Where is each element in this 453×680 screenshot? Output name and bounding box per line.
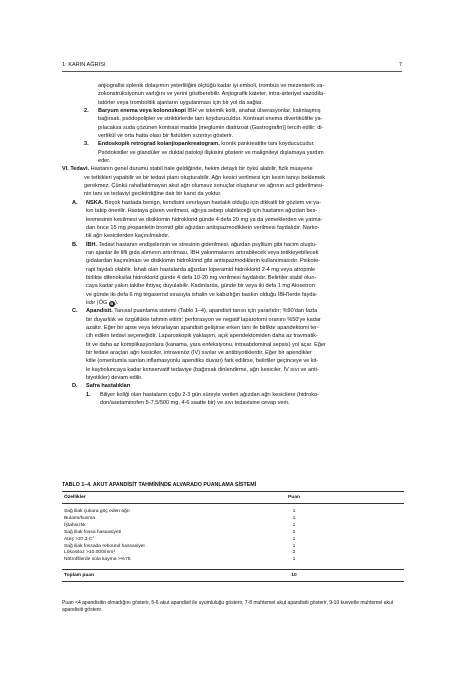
text-line: caya kadar yakın takibe ihtiyaç duyulabilir. Kadınlarda, günde bir veya iki defa 1 mg Alosetron: [86, 283, 315, 290]
cell-score: 2: [292, 550, 296, 556]
text-line-tail: ).: [114, 299, 119, 306]
table-row: [62, 557, 404, 564]
text-line: lenmesinin kesilmesi ve disiklomin hidroklorid günde 4 defa 20 mg ya da yemeklerden ve yatma-: [86, 216, 323, 223]
cell-feature: Sağ iliak çukura göç eden ağrı: [64, 509, 130, 514]
table-total-row: [62, 570, 404, 581]
cell-feature: Sağ iliak fossa hassasiyeti: [64, 529, 122, 535]
table-row: [62, 530, 404, 537]
item-letter: A.: [72, 199, 78, 206]
text-line: azaltır. Eğer bir apse veya tekrarlayan apandisit gelişirse erken tanı ile birlikte apandektomi ter-: [86, 324, 319, 331]
item-letter: C.: [72, 308, 78, 315]
table-title: TABLO 1–4. AKUT APANDİSİT TAHMİNİNDE ALVARADO PUANLAMA SİSTEMİ: [62, 482, 257, 488]
text-line: vertikül ve orta hatta olası bir fistülden sızıntıyı gösterir.: [98, 133, 234, 140]
column-header-feature: Özellikler: [64, 495, 86, 500]
page-number: 7: [398, 62, 402, 68]
text-line: biyotikler) devam edilir.: [86, 375, 143, 382]
text-line: kitle (omentumla sarılan inflamasyonlu apendiks duvarı) fark edilirse, belirtiler geçinceye ve kit-: [86, 358, 319, 365]
table-row: [62, 509, 404, 516]
cell-score: 1: [292, 543, 296, 549]
text-line: Tedavi hastanın endişelerinin ve stresinin giderilmesi, ağızdan psyllium gibi hacim oluştu-: [97, 241, 317, 248]
column-header-score: Puan: [288, 495, 300, 500]
table-row: [62, 523, 404, 530]
cell-score: 1: [292, 509, 296, 514]
alvarado-table: [62, 491, 404, 582]
text-line: cih edilen tedavi seçeneğidir. Laparoskopik yaklaşım, açık apendektomiden daha az travmatik-: [86, 333, 318, 340]
text-line: ve tetkikleri yapabilir ve bir tedavi planı oluşturabilir. Ağrı kesici verilmesi için kesin tanıyı beklemek: [84, 174, 326, 181]
item-label: NSKA.: [86, 199, 104, 206]
evidence-badge-icon: B: [110, 300, 114, 306]
text-line: ve günde iki defa 6 mg tegaserod sırasıyla ishalin ve kabızlığın baskın olduğu İBH'lerde fayda-: [86, 291, 318, 298]
item-label: İBH.: [86, 241, 98, 248]
item-ibh: [62, 241, 404, 308]
intro-paragraph: [62, 82, 404, 107]
item-label: Safra hastalıkları: [86, 383, 131, 390]
text-line: anjiografisi splenik dolaşımın yeterliliğini ölçtüğü kadar iyi emboli, trombüs ve mezenterik va-: [98, 83, 325, 89]
table-header: [62, 492, 404, 503]
text-line: birlikte difenoksilat hidroklorid günde 4 defa 10-20 mg verilmesi faydalıdır. Belirtiler stabil olun-: [86, 274, 317, 281]
item-appendicitis: [62, 307, 404, 382]
item-biliary: [62, 382, 404, 390]
text-line: zokonstrüksiyonun varlığını ve yerini göstberebilir. Anjiografik kateter, intra-arteriyel vazodila-: [98, 91, 325, 98]
header-section: 1: KARIN AĞRISI: [62, 62, 106, 68]
item-nska: [62, 199, 404, 241]
text-line: lıdır (ÖG: [86, 299, 109, 306]
header-rule: [62, 71, 402, 72]
text-line: kın takip önerilir. Hastaya güven verilmesi, ağrıya sebep olabileceği için hastanın ağızdan bes-: [86, 208, 318, 215]
text-line: tatörler veya trombolitik ajanların uygulanması için bir yol da sağlar.: [98, 99, 263, 106]
text-line: Psödokistler ve glandüler ve duktal patoloji ilişkisini gösterir ve maligniteyi dışlamaya yardım: [98, 149, 324, 156]
text-line: bağırsak, psödopolipler ve striktürlerde tanı koyduruculdur. Kontrast enema divertikülitte ya-: [98, 116, 323, 123]
item-label: Baryum enema veya kolonoskopi: [98, 108, 186, 115]
cell-score: 1: [292, 557, 296, 563]
item-letter: D.: [72, 383, 78, 390]
numbered-item-2: [62, 107, 404, 140]
text-line: bir tedavi araçları ağrı kesiciler, intravenöz (İV) sıvılar ve antibiyotiklerdir. Eğer bir apendikler: [86, 350, 312, 356]
table-row: [62, 537, 404, 544]
text-line: pılacaksa suda çözünen kontrast madde [meglumin diatrizoat (Gastrografin)] tercih edilir; di-: [98, 124, 324, 131]
item-number: 1.: [86, 391, 91, 398]
text-line: tik ağrı kesicilerden kaçınılmalıdır.: [86, 233, 170, 240]
cell-score: 1: [292, 522, 296, 528]
text-line: don/asetaminofen 5-7,5/500 mg, 4-6 saatte bir) ve sıvı tedavisine cevap verir.: [100, 400, 290, 407]
body-text: [62, 82, 404, 407]
cell-score: 1: [292, 515, 296, 521]
section-label: VI. Tedavi.: [62, 166, 90, 173]
text-line: eder.: [98, 158, 111, 165]
item-label: Endoskopik retrograd kolanjiopankreatogram,: [98, 141, 220, 148]
text-line: Birçok hastada benign, kendisini sınırlayan hastalık olduğu için dikkatli bir gözlem ve ya-: [103, 199, 321, 206]
cell-feature: Bulantı/kusma: [64, 515, 95, 521]
cell-feature: Nötrofillerde sola kayma >%75: [64, 557, 131, 563]
text-line: İBH ve iskemik kolit, anahat ülserasyonlar, kalınlaşmış: [185, 108, 321, 115]
sub-item-1: [62, 391, 404, 408]
total-score: 10: [291, 573, 297, 579]
numbered-item-3: [62, 140, 404, 165]
table-row: [62, 516, 404, 523]
table-footnote: Puan <4 apandisitin olmadığını gösterir, 5-6 akut apandisit ile uyumluluğu gösterir, 7-8 muhtemel akut apandisiti gösterir, 9-10 kuvvetle muhtemel akut apandisiti gösterir.: [62, 600, 394, 614]
text-line: Tanısal puanlama sistemi (Tablo 1–4), apandisit tanısı için yararlıdır; %90'dan fazla: [112, 308, 318, 315]
item-letter: B.: [72, 241, 78, 248]
text-line: nin tanı ve tedaviyi geciktirdiğine dair bir kanıt da yoktur.: [84, 191, 222, 198]
text-line: tir ve daha az komplikasyonlara (kanama, yara enfeksiyonu, intraabdominal sepsis) yol açar. Eğer: [86, 341, 326, 348]
cell-feature: Sağ iliak fossada rebound hassasiyet: [64, 543, 145, 549]
section-treatment: [62, 165, 404, 198]
cell-score: 2: [292, 529, 296, 535]
running-header: [62, 62, 402, 68]
cell-score: 1: [292, 536, 296, 542]
text-line: ran ajanlar ile lifli gıda alımının artırılması, İBH yakınmalarını artırabilecek veya tetikleyebilecek: [86, 249, 319, 256]
text-line: Biliyer koliği olan hastaların çoğu 2-3 gün süreyle verilen ağızdan ağrı kesicilere (hidroko-: [100, 391, 319, 398]
text-line: gıdalardan kaçınılması ve disiklomin hidroklorid gibi antispazmodiklerin kullanılmasıdır. Psikote-: [86, 258, 320, 265]
cell-feature: Lökositoz >10.000/mm³: [64, 550, 115, 556]
text-line: dan önce 15 mg propantelin bromid gibi ağızdan antispazmodiklerin verilmesi faydalıdır. Narko-: [86, 224, 320, 231]
text-line: le kayboluncaya kadar konservatif tedaviye (bağırsak dinlendirme, ağrı kesiciler, İV sıvı ve anti-: [86, 366, 319, 373]
cell-feature: Ateş >37.3 C°: [64, 536, 95, 542]
item-number: 2.: [84, 108, 89, 115]
item-label: Apandisit.: [86, 308, 113, 315]
text-line: kronik pankreatitte tanı koyducucudur.: [219, 141, 315, 148]
text-line: bir duyarlılık ve özgüllükle tahmin ettirir; perforasyon ve negatif laparotomi oranını %50'ye kadar: [86, 316, 321, 323]
text-line: Hastanın genel durumu stabil hale geldiğinde, hekim detaylı bir öykü alabilir, fizik muayene: [89, 166, 313, 173]
item-number: 3.: [84, 141, 89, 148]
cell-feature: İştahsızlık: [64, 522, 86, 528]
text-line: rapi faydalı olabilir. İshali olan hastalarda ağızdan loperamid hidroklorid 2-4 mg veya atropinle: [86, 266, 316, 273]
total-label: Toplam puan: [64, 573, 95, 579]
text-line: gerekmez. Çünkü rahatlatılmayan akut ağrı olumsuz sonuçlar oluşturur ve ağrının acil giderilmesi-: [84, 183, 324, 190]
